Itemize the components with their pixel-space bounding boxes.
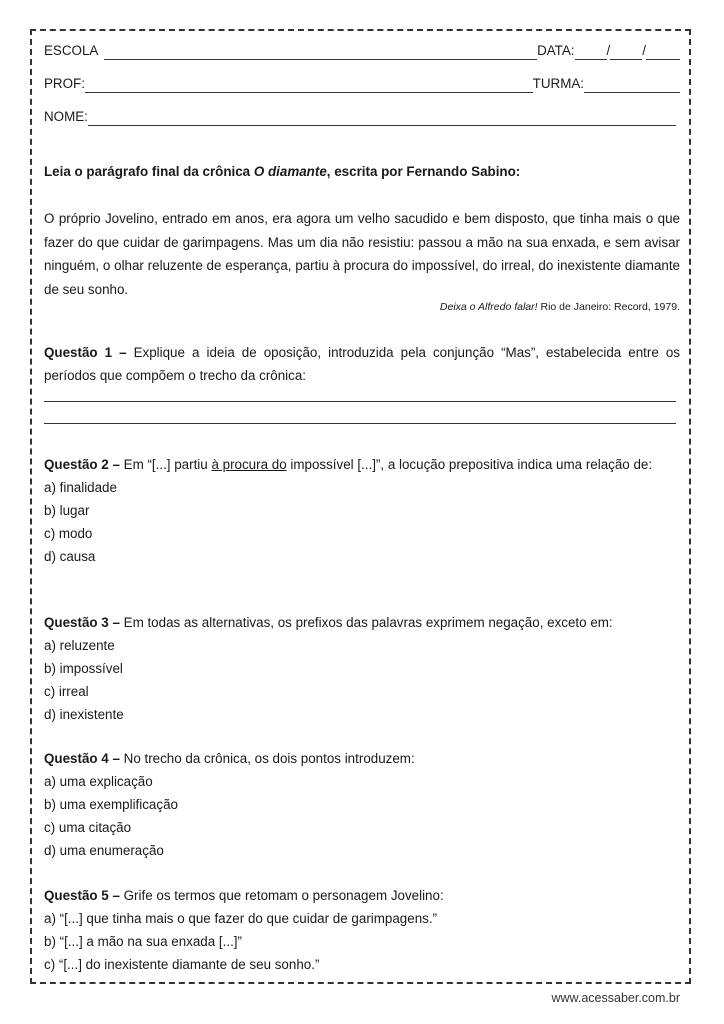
- answer-line[interactable]: [44, 401, 676, 402]
- question-text: Em todas as alternativas, os prefixos das palavras exprimem negação, exceto em:: [119, 615, 613, 630]
- option-d[interactable]: d) inexistente: [44, 707, 124, 722]
- option-b[interactable]: b) impossível: [44, 661, 123, 676]
- option-c[interactable]: c) uma citação: [44, 820, 132, 835]
- citation: [440, 300, 680, 314]
- option-b[interactable]: b) “[...] a mão na sua enxada [...]”: [44, 934, 242, 949]
- question-label: Questão 2 –: [44, 457, 120, 472]
- underlined-phrase: à procura do: [211, 457, 287, 472]
- option-a[interactable]: a) reluzente: [44, 638, 115, 653]
- intro-heading: [44, 163, 680, 181]
- website-footer: www.acessaber.com.br: [551, 991, 680, 1005]
- option-a[interactable]: a) finalidade: [44, 480, 117, 495]
- date-separator: /: [642, 43, 646, 58]
- question-4: [44, 747, 680, 862]
- name-row: [44, 108, 676, 126]
- intro-prefix: Leia o parágrafo final da crônica: [44, 164, 254, 179]
- date-year-field[interactable]: [646, 45, 680, 60]
- citation-details: Rio de Janeiro: Record, 1979.: [537, 301, 680, 313]
- question-text: Grife os termos que retomam o personagem Jovelino:: [119, 888, 444, 903]
- option-b[interactable]: b) uma exemplificação: [44, 797, 178, 812]
- date-separator: /: [606, 43, 611, 58]
- date-label: DATA:: [537, 43, 575, 58]
- passage-text: O próprio Jovelino, entrado em anos, era agora um velho sacudido e bem disposto, que tinha mais o que fazer do que cuidar de garimpagens. Mas um dia não resistiu: passou a mão na sua enxada, e sem avisar ninguém, o olhar reluzente de esperança, partiu à procura do impossível, do irreal, do inexistente diamante de seu sonho.: [44, 211, 680, 297]
- question-3: [44, 611, 680, 726]
- teacher-field[interactable]: [85, 78, 533, 93]
- option-d[interactable]: d) causa: [44, 549, 96, 564]
- date-month-field[interactable]: [610, 45, 642, 60]
- school-field[interactable]: [104, 45, 537, 60]
- question-5: [44, 884, 680, 976]
- question-text: No trecho da crônica, os dois pontos introduzem:: [119, 751, 415, 766]
- option-c[interactable]: c) “[...] do inexistente diamante de seu sonho.”: [44, 957, 320, 972]
- option-d[interactable]: d) uma enumeração: [44, 843, 164, 858]
- option-c[interactable]: c) irreal: [44, 684, 89, 699]
- intro-suffix: , escrita por Fernando Sabino:: [326, 164, 521, 179]
- question-2: [44, 453, 680, 568]
- answer-line[interactable]: [44, 423, 676, 424]
- question-text: Explique a ideia de oposição, introduzida pela conjunção “Mas”, estabelecida entre os períodos que compõem o trecho da crônica:: [44, 345, 680, 383]
- question-label: Questão 3 –: [44, 615, 120, 630]
- question-1: [44, 341, 680, 387]
- option-c[interactable]: c) modo: [44, 526, 93, 541]
- teacher-row: [44, 75, 680, 93]
- class-field[interactable]: [584, 78, 680, 93]
- teacher-label: PROF:: [44, 76, 85, 91]
- citation-title: Deixa o Alfredo falar!: [439, 301, 538, 313]
- school-row: [44, 42, 680, 60]
- school-label: ESCOLA: [44, 43, 99, 58]
- chronicle-title: O diamante: [253, 164, 327, 179]
- date-day-field[interactable]: [575, 45, 607, 60]
- question-label: Questão 1 –: [44, 345, 127, 360]
- question-text: impossível [...]”, a locução prepositiva indica uma relação de:: [286, 457, 653, 472]
- option-a[interactable]: a) uma explicação: [44, 774, 153, 789]
- question-label: Questão 4 –: [44, 751, 120, 766]
- option-a[interactable]: a) “[...] que tinha mais o que fazer do que cuidar de garimpagens.”: [44, 911, 438, 926]
- option-b[interactable]: b) lugar: [44, 503, 90, 518]
- class-label: TURMA:: [532, 76, 584, 91]
- name-field[interactable]: [88, 111, 676, 126]
- question-label: Questão 5 –: [44, 888, 120, 903]
- name-label: NOME:: [44, 109, 88, 124]
- question-text: Em “[...] partiu: [119, 457, 212, 472]
